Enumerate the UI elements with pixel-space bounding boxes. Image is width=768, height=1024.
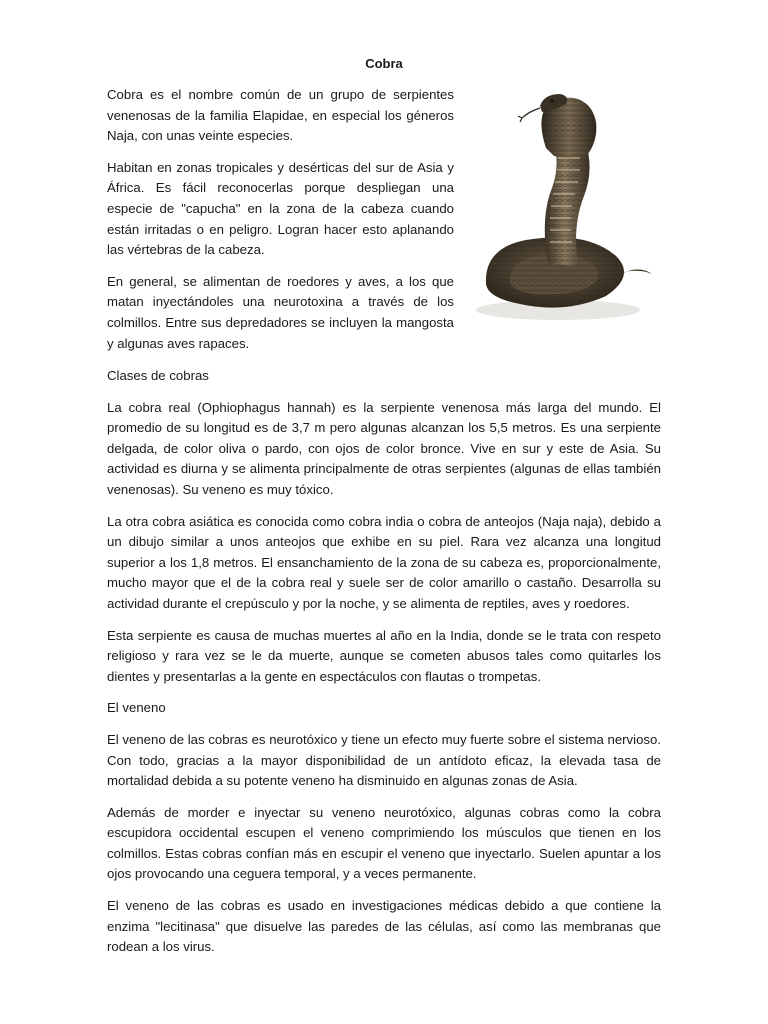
section-1-paragraph-1: La cobra real (Ophiophagus hannah) es la serpiente venenosa más larga del mundo. El promedio de su longitud es de 3,7 m pero algunas alcanzan los 5,5 metros. Es una serpiente delgada, de color oliva o pardo, con ojos de color bronce. Vive en sur y este de Asia. Su actividad es diurna y se alimenta principalmente de otras serpientes (algunas de ellas también venenosas). Su veneno es muy tóxico. — [107, 399, 661, 497]
section-2-paragraph-2: Además de morder e inyectar su veneno neurotóxico, algunas cobras como la cobra escupidora occidental escupen el veneno comprimiendo los músculos que tienen en los colmillos. Estas cobras confían más en escupir el veneno que inyectarlo. Suelen apuntar a los ojos provocando una ceguera temporal, y a veces permanente. — [107, 804, 661, 882]
section-1-paragraph-3: Esta serpiente es causa de muchas muertes al año en la India, donde se le trata con respeto religioso y rara vez se le da muerte, aunque se cometen abusos tales como quitarles los dientes y presentarlas a la gente en espectáculos con flautas o trompetas. — [107, 627, 661, 684]
section-heading-veneno: El veneno — [107, 700, 166, 716]
document-title: Cobra — [365, 56, 403, 71]
intro-paragraph-1: Cobra es el nombre común de un grupo de serpientes venenosas de la familia Elapidae, en especial los géneros Naja, con unas veinte especies. — [107, 87, 454, 144]
intro-section — [107, 85, 454, 365]
intro-paragraph-2: Habitan en zonas tropicales y desérticas del sur de Asia y África. Es fácil reconocerlas porque despliegan una especie de "capucha" en la zona de la cabeza cuando están irritadas o en peligro. Logran hacer esto aplanando las vértebras de la cabeza. — [107, 159, 454, 258]
section-2-paragraph-1: El veneno de las cobras es neurotóxico y tiene un efecto muy fuerte sobre el sistema nervioso. Con todo, gracias a la mayor disponibilidad de un antídoto eficaz, la elevada tasa de mortalidad debida a su potente veneno ha disminuido en algunas zonas de Asia. — [107, 731, 661, 789]
section-1-paragraph-2: La otra cobra asiática es conocida como cobra india o cobra de anteojos (Naja naja), debido a un dibujo similar a unos anteojos que exhibe en su piel. Rara vez alcanza una longitud superior a los 1,8 metros. El ensanchamiento de la zona de su cabeza es, proporcionalmente, mucho mayor que el de la cobra real y suele ser de color amarillo o castaño. Desarrolla su actividad durante el crepúsculo y por la noche, y se alimenta de reptiles, aves y roedores. — [107, 513, 661, 611]
main-body — [107, 366, 661, 969]
cobra-image — [466, 88, 662, 340]
section-2-paragraph-3: El veneno de las cobras es usado en investigaciones médicas debido a que contiene la enzima "lecitinasa" que disuelve las paredes de las células, así como las membranas que rodean a los virus. — [107, 898, 661, 955]
intro-paragraph-3: En general, se alimentan de roedores y aves, a los que matan inyectándoles una neurotoxina a través de los colmillos. Entre sus depredadores se incluyen la mangosta y algunas aves rapaces. — [107, 273, 454, 351]
section-heading-clases: Clases de cobras — [107, 368, 209, 383]
cobra-snake-icon — [466, 88, 662, 340]
